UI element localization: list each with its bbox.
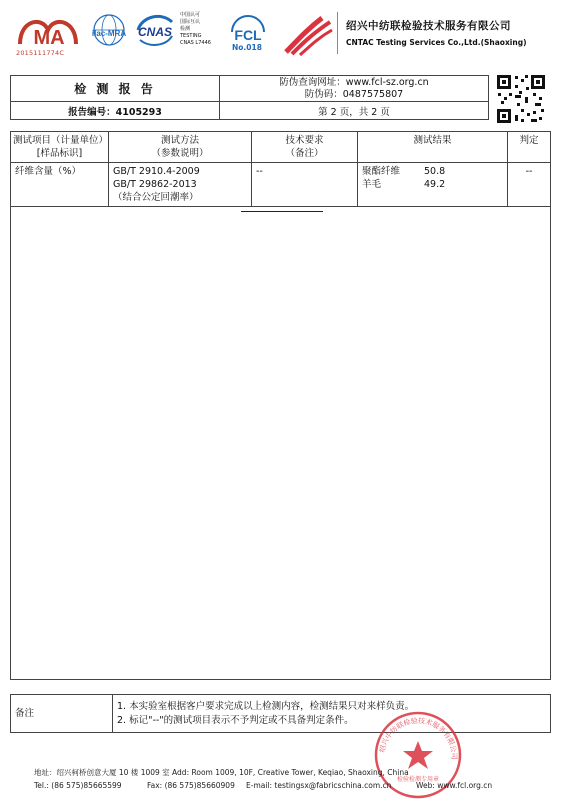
note-item: 1. 本实验室根据客户要求完成以上检测内容，检测结果只对来样负责。: [117, 700, 415, 712]
notes-content: [113, 695, 551, 733]
company-name-cn: 绍兴中纺联检验技术服务有限公司: [346, 20, 511, 32]
notes-table: [10, 694, 551, 733]
page-info: 第 2 页，共 2 页: [220, 102, 489, 120]
footer-tel: Tel.: (86 575)85665599: [34, 781, 122, 790]
cnas-logo-icon: [132, 10, 178, 52]
footer-address: 地址：绍兴柯桥创意大厦 10 楼 1009 室 Add: Room 1009, 10F, Creative Tower, Keqiao, Shaoxing, China: [34, 768, 409, 777]
col-header-item: 测试项目（计量单位） [样品标识]: [11, 132, 109, 163]
cnas-text: CNAS: [137, 25, 173, 39]
cell-result: [358, 163, 508, 207]
company-logo-icon: [282, 12, 334, 56]
cnas-side-text: 中国认可 国际互认 检测 TESTING CNAS L7446: [180, 12, 211, 46]
end-of-table-line: [241, 211, 323, 212]
qr-code-icon: [495, 73, 547, 125]
report-title: 检 测 报 告: [11, 76, 220, 102]
cma-code: 2015111774C: [16, 49, 65, 57]
footer-fax: Fax: (86 575)85660909: [147, 781, 235, 790]
results-table: [10, 131, 551, 680]
notes-label: 备注: [11, 695, 113, 733]
cell-judgement: --: [508, 163, 551, 207]
ilac-text: ilac-MRA: [91, 29, 127, 38]
cell-requirement: --: [252, 163, 358, 207]
svg-text:检验检测专用章: 检验检测专用章: [396, 776, 440, 783]
col-header-judgement: 判定: [508, 132, 551, 163]
table-header-row: [11, 132, 551, 163]
cell-method: GB/T 2910.4-2009 GB/T 29862-2013 （结合公定回潮率）: [109, 163, 252, 207]
report-number: 报告编号：4105293: [11, 102, 220, 120]
verify-url: 防伪查询网址：www.fcl-sz.org.cn: [279, 76, 429, 88]
table-row: [11, 163, 551, 207]
company-name-en: CNTAC Testing Services Co.,Ltd.(Shaoxing): [346, 38, 527, 47]
header-divider: [337, 12, 338, 54]
col-header-requirement: 技术要求 （备注）: [252, 132, 358, 163]
cma-logo-icon: [14, 10, 84, 50]
fcl-text: FCL: [234, 27, 262, 43]
cell-item: 纤维含量（%）: [11, 163, 109, 207]
col-header-result: 测试结果: [358, 132, 508, 163]
result-line: 聚酯纤维 50.8: [362, 166, 446, 177]
footer-web: Web: www.fcl.org.cn: [416, 781, 493, 790]
report-header-table: [10, 75, 489, 120]
table-blank-area: [11, 207, 551, 680]
col-header-method: 测试方法 （参数说明）: [109, 132, 252, 163]
svg-text:绍兴中纺联检验技术服务有限公司: 绍兴中纺联检验技术服务有限公司: [378, 716, 459, 760]
svg-text:MA: MA: [33, 27, 65, 49]
ilac-mra-logo-icon: [88, 12, 130, 50]
footer-email: E-mail: testingsx@fabricschina.com.cn: [246, 781, 392, 790]
fcl-number: No.018: [232, 43, 262, 52]
result-line: 羊毛 49.2: [362, 179, 446, 190]
note-item: 2. 标记"--"的测试项目表示不予判定或不具备判定条件。: [117, 714, 354, 726]
verify-code: 防伪码：0487575807: [304, 88, 404, 100]
